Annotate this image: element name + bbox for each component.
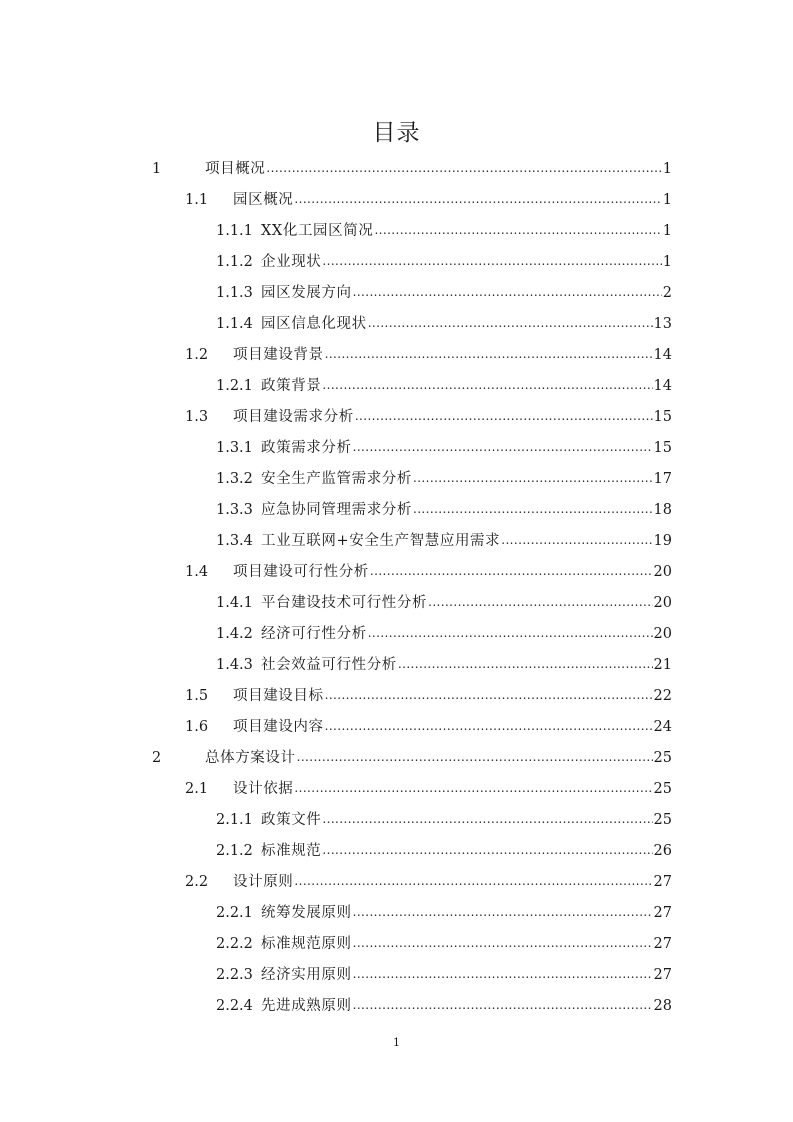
toc-entry[interactable] (0, 588, 793, 619)
toc-section-title[interactable]: 项目建设需求分析 (233, 409, 354, 425)
toc-section-number: 2.2.1 (216, 905, 253, 921)
toc-entry-line (233, 681, 672, 712)
toc-page-number: 27 (653, 874, 672, 890)
toc-section-number: 1.4 (185, 564, 209, 580)
toc-page-number: 19 (653, 533, 672, 549)
toc-page-number: 20 (653, 595, 672, 611)
toc-page-number: 2 (662, 285, 672, 301)
toc-dot-leader (325, 339, 653, 370)
toc-section-title[interactable]: 社会效益可行性分析 (261, 657, 397, 673)
toc-section-title[interactable]: 标准规范原则 (261, 936, 352, 952)
toc-entry-line (233, 557, 672, 588)
toc-section-title[interactable]: 先进成熟原则 (261, 998, 352, 1014)
toc-page-number: 13 (653, 316, 672, 332)
toc-dot-leader (370, 556, 653, 587)
toc-dot-leader (368, 308, 653, 339)
toc-page-number: 25 (653, 812, 672, 828)
toc-dot-leader (266, 153, 661, 184)
toc-section-title[interactable]: 政策文件 (261, 812, 322, 828)
toc-section-title[interactable]: 政策需求分析 (261, 440, 352, 456)
toc-section-title[interactable]: 标准规范 (261, 843, 322, 859)
toc-section-title[interactable]: 园区概况 (233, 192, 294, 208)
toc-section-title[interactable]: 经济实用原则 (261, 967, 352, 983)
toc-entry[interactable] (0, 619, 793, 650)
toc-entry[interactable] (0, 805, 793, 836)
toc-dot-leader (428, 587, 652, 618)
toc-entry-line (261, 495, 672, 526)
toc-entry-line (261, 650, 672, 681)
toc-page-number: 21 (653, 657, 672, 673)
toc-dot-leader (325, 680, 653, 711)
toc-section-title[interactable]: 统筹发展原则 (261, 905, 352, 921)
toc-entry[interactable] (0, 371, 793, 402)
toc-page-number: 1 (662, 192, 672, 208)
toc-entry-line (233, 867, 672, 898)
toc-section-number: 2.1.2 (216, 843, 253, 859)
toc-section-number: 1.4.1 (216, 595, 253, 611)
toc-page-number: 15 (653, 409, 672, 425)
toc-section-number: 1.3.3 (216, 502, 253, 518)
toc-section-number: 1.3.1 (216, 440, 253, 456)
toc-section-title[interactable]: 项目建设目标 (233, 688, 324, 704)
toc-entry[interactable] (0, 154, 793, 185)
toc-section-number: 1.3.4 (216, 533, 253, 549)
toc-dot-leader (374, 215, 661, 246)
toc-page-number: 18 (653, 502, 672, 518)
page-title: 目录 (372, 120, 421, 146)
toc-entry[interactable] (0, 247, 793, 278)
toc-page-number: 1 (662, 223, 672, 239)
toc-entry-line (205, 743, 672, 774)
toc-entry[interactable] (0, 650, 793, 681)
toc-entry[interactable] (0, 278, 793, 309)
toc-entry-line (261, 960, 672, 991)
toc-page-number: 14 (653, 347, 672, 363)
toc-section-number: 2.2.2 (216, 936, 253, 952)
toc-dot-leader (294, 184, 661, 215)
toc-section-title[interactable]: 平台建设技术可行性分析 (261, 595, 428, 611)
toc-entry-line (261, 805, 672, 836)
toc-entry-line (261, 278, 672, 309)
toc-entry-line (261, 619, 672, 650)
toc-section-number: 1.2.1 (216, 378, 253, 394)
toc-entry[interactable] (0, 402, 793, 433)
toc-dot-leader (297, 742, 653, 773)
toc-dot-leader (353, 928, 653, 959)
toc-dot-leader (322, 246, 661, 277)
toc-entry-line (233, 185, 672, 216)
toc-section-number: 1 (152, 161, 162, 177)
toc-section-title[interactable]: XX化工园区简况 (261, 223, 374, 239)
toc-section-number: 1.4.2 (216, 626, 253, 642)
toc-dot-leader (368, 618, 653, 649)
toc-section-title[interactable]: 项目概况 (205, 161, 266, 177)
toc-page-number: 27 (653, 936, 672, 952)
toc-entry-line (233, 712, 672, 743)
toc-dot-leader (294, 866, 652, 897)
toc-entry-line (261, 836, 672, 867)
table-of-contents (0, 154, 793, 1022)
toc-section-number: 1.1.3 (216, 285, 253, 301)
toc-section-number: 1.4.3 (216, 657, 253, 673)
toc-entry-line (261, 309, 672, 340)
toc-entry[interactable] (0, 464, 793, 495)
toc-entry[interactable] (0, 340, 793, 371)
toc-section-title[interactable]: 工业互联网+安全生产智慧应用需求 (261, 533, 501, 549)
toc-entry[interactable] (0, 557, 793, 588)
toc-page-number: 1 (662, 254, 672, 270)
toc-entry[interactable] (0, 867, 793, 898)
toc-page-number: 1 (662, 161, 672, 177)
toc-page-number: 24 (653, 719, 672, 735)
toc-section-number: 2.1.1 (216, 812, 253, 828)
toc-page-number: 25 (653, 750, 672, 766)
toc-section-title[interactable]: 项目建设背景 (233, 347, 324, 363)
toc-entry[interactable] (0, 433, 793, 464)
toc-section-number: 1.1.2 (216, 254, 253, 270)
toc-dot-leader (325, 711, 653, 742)
toc-dot-leader (353, 277, 662, 308)
toc-entry-line (261, 247, 672, 278)
toc-section-number: 2.1 (185, 781, 209, 797)
toc-section-number: 1.3 (185, 409, 209, 425)
toc-section-number: 2 (152, 750, 162, 766)
toc-page-number: 22 (653, 688, 672, 704)
toc-page-number: 20 (653, 626, 672, 642)
toc-entry-line (205, 154, 672, 185)
toc-entry[interactable] (0, 991, 793, 1022)
toc-section-title[interactable]: 应急协同管理需求分析 (261, 502, 412, 518)
toc-dot-leader (413, 463, 653, 494)
toc-section-title[interactable]: 园区信息化现状 (261, 316, 367, 332)
toc-dot-leader (353, 990, 653, 1021)
toc-section-number: 2.2.3 (216, 967, 253, 983)
toc-entry-line (233, 774, 672, 805)
toc-dot-leader (355, 401, 653, 432)
toc-entry-line (261, 588, 672, 619)
toc-entry[interactable] (0, 836, 793, 867)
toc-page-number: 15 (653, 440, 672, 456)
toc-entry[interactable] (0, 774, 793, 805)
toc-entry-line (261, 464, 672, 495)
toc-section-number: 1.5 (185, 688, 209, 704)
toc-page-number: 27 (653, 967, 672, 983)
toc-entry[interactable] (0, 929, 793, 960)
toc-section-title[interactable]: 政策背景 (261, 378, 322, 394)
toc-dot-leader (353, 959, 653, 990)
toc-dot-leader (322, 370, 652, 401)
toc-section-number: 1.1.4 (216, 316, 253, 332)
toc-section-title[interactable]: 总体方案设计 (205, 750, 296, 766)
toc-section-number: 1.1.1 (216, 223, 253, 239)
toc-section-number: 2.2.4 (216, 998, 253, 1014)
toc-dot-leader (294, 773, 652, 804)
toc-entry[interactable] (0, 898, 793, 929)
toc-section-title[interactable]: 安全生产监管需求分析 (261, 471, 412, 487)
toc-entry-line (261, 991, 672, 1022)
toc-section-title[interactable]: 经济可行性分析 (261, 626, 367, 642)
toc-entry-line (261, 898, 672, 929)
toc-dot-leader (322, 804, 652, 835)
toc-section-number: 1.6 (185, 719, 209, 735)
toc-dot-leader (413, 494, 653, 525)
toc-section-number: 1.3.2 (216, 471, 253, 487)
toc-entry-line (261, 526, 672, 557)
toc-entry[interactable] (0, 960, 793, 991)
toc-page-number: 26 (653, 843, 672, 859)
toc-entry-line (233, 340, 672, 371)
toc-section-title[interactable]: 项目建设内容 (233, 719, 324, 735)
toc-entry[interactable] (0, 495, 793, 526)
toc-entry-line (261, 433, 672, 464)
toc-section-title[interactable]: 园区发展方向 (261, 285, 352, 301)
toc-section-title[interactable]: 设计原则 (233, 874, 294, 890)
toc-page-number: 27 (653, 905, 672, 921)
toc-page-number: 17 (653, 471, 672, 487)
toc-dot-leader (501, 525, 652, 556)
toc-entry[interactable] (0, 712, 793, 743)
toc-section-title[interactable]: 项目建设可行性分析 (233, 564, 369, 580)
toc-section-title[interactable]: 设计依据 (233, 781, 294, 797)
toc-section-number: 1.2 (185, 347, 209, 363)
toc-page-number: 28 (653, 998, 672, 1014)
toc-entry-line (261, 216, 672, 247)
toc-entry-line (261, 929, 672, 960)
toc-entry[interactable] (0, 216, 793, 247)
toc-section-number: 1.1 (185, 192, 209, 208)
toc-section-number: 2.2 (185, 874, 209, 890)
toc-entry-line (233, 402, 672, 433)
toc-page-number: 14 (653, 378, 672, 394)
toc-dot-leader (353, 897, 653, 928)
toc-entry[interactable] (0, 681, 793, 712)
toc-page-number: 25 (653, 781, 672, 797)
toc-dot-leader (322, 835, 652, 866)
toc-dot-leader (353, 432, 653, 463)
toc-dot-leader (398, 649, 653, 680)
toc-entry[interactable] (0, 526, 793, 557)
toc-entry[interactable] (0, 743, 793, 774)
toc-page-number: 20 (653, 564, 672, 580)
toc-section-title[interactable]: 企业现状 (261, 254, 322, 270)
toc-entry-line (261, 371, 672, 402)
page-number: 1 (393, 1036, 400, 1049)
toc-entry[interactable] (0, 309, 793, 340)
toc-entry[interactable] (0, 185, 793, 216)
